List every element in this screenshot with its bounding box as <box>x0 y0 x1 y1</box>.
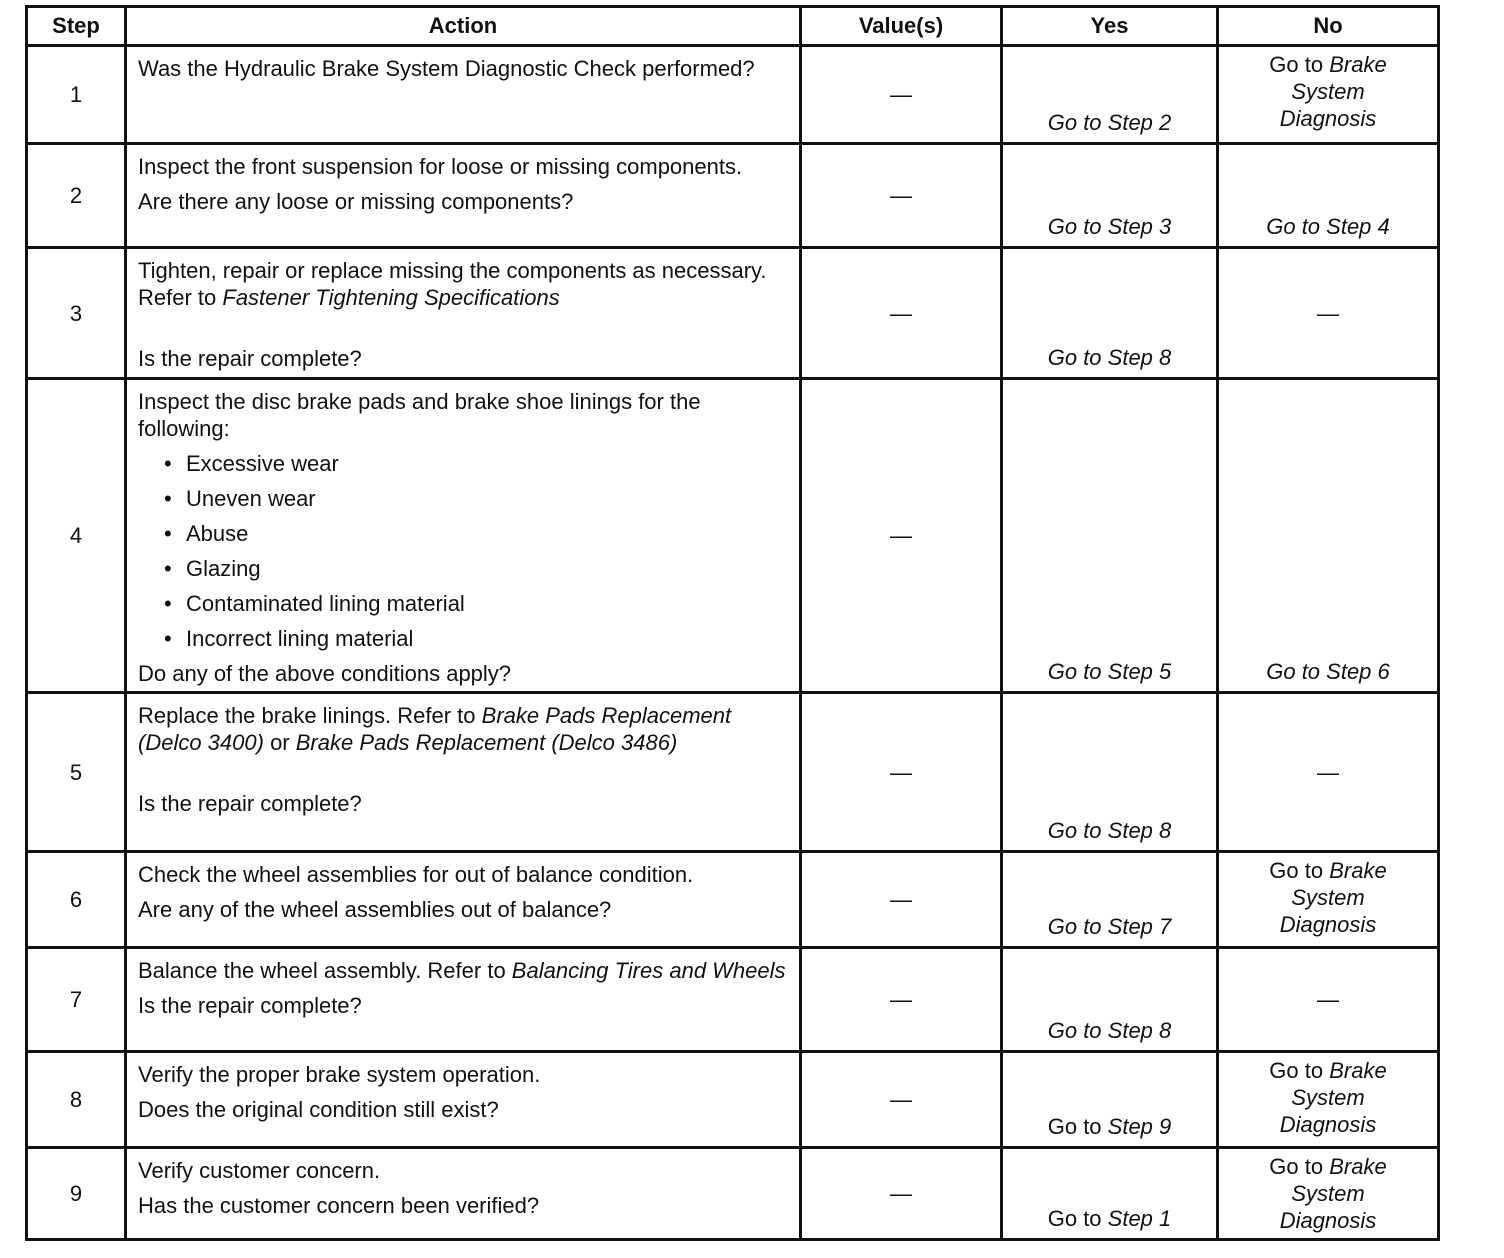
action-question: Has the customer concern been verified? <box>138 1193 540 1218</box>
action-cell <box>126 248 801 379</box>
yes-cell: Go to Step 8 <box>1002 693 1218 852</box>
list-item: • Glazing <box>186 555 791 582</box>
no-cell <box>1218 852 1439 948</box>
no-ref-system: System <box>1291 1181 1365 1206</box>
value-cell <box>801 948 1002 1052</box>
step-number: 6 <box>27 852 126 948</box>
action-cell <box>126 852 801 948</box>
no-ref-system: System <box>1291 1085 1365 1110</box>
table-row-step-5 <box>27 693 1439 852</box>
step-number: 1 <box>27 46 126 144</box>
header-action: Action <box>126 7 801 46</box>
step-number: 9 <box>27 1148 126 1240</box>
value-dash: — <box>890 987 912 1012</box>
value-cell <box>801 144 1002 248</box>
no-dash: — <box>1317 987 1339 1012</box>
table-row-step-6 <box>27 852 1439 948</box>
no-prefix: Go to <box>1269 1154 1330 1179</box>
action-cell <box>126 144 801 248</box>
yes-cell: Go to Step 3 <box>1002 144 1218 248</box>
list-item: • Uneven wear <box>186 485 791 512</box>
header-step: Step <box>27 7 126 46</box>
action-question: Is the repair complete? <box>138 791 362 816</box>
step-number: 2 <box>27 144 126 248</box>
value-cell <box>801 1052 1002 1148</box>
no-ref-system: System <box>1291 79 1365 104</box>
action-ref: Balancing Tires and Wheels <box>511 958 786 983</box>
header-row <box>27 7 1439 46</box>
table-row-step-1 <box>27 46 1439 144</box>
no-ref-brake: Brake <box>1329 858 1387 883</box>
table-row-step-3 <box>27 248 1439 379</box>
value-dash: — <box>890 759 912 785</box>
action-text <box>138 957 791 984</box>
action-text: Inspect the disc brake pads and brake shoe linings for the following: <box>138 389 701 441</box>
header-yes: Yes <box>1002 7 1218 46</box>
diagnostic-table <box>25 5 1440 1241</box>
no-cell: Go to Step 6 <box>1218 379 1439 693</box>
step-number: 8 <box>27 1052 126 1148</box>
list-item: • Excessive wear <box>186 450 791 477</box>
action-cell <box>126 1148 801 1240</box>
action-cell <box>126 379 801 693</box>
yes-cell: Go to Step 8 <box>1002 948 1218 1052</box>
action-ref-delco-3486: Brake Pads Replacement (Delco 3486) <box>295 730 678 755</box>
no-ref-diagnosis: Diagnosis <box>1279 912 1377 937</box>
action-ref-delco-3400: Brake Pads Replacement (Delco 3400) <box>138 703 732 755</box>
value-dash: — <box>890 1181 912 1206</box>
action-text <box>138 257 791 311</box>
yes-prefix: Go to <box>1047 1114 1108 1139</box>
yes-cell: Go to Step 8 <box>1002 248 1218 379</box>
value-cell <box>801 379 1002 693</box>
value-cell <box>801 46 1002 144</box>
list-item: • Incorrect lining material <box>186 625 791 652</box>
no-ref-brake: Brake <box>1329 52 1387 77</box>
action-question: Is the repair complete? <box>138 346 362 371</box>
action-question: Are any of the wheel assemblies out of balance? <box>138 897 612 922</box>
no-cell <box>1218 1148 1439 1240</box>
value-dash: — <box>890 82 912 107</box>
no-cell <box>1218 948 1439 1052</box>
value-dash: — <box>890 183 912 208</box>
table-row-step-9 <box>27 1148 1439 1240</box>
action-text: Check the wheel assemblies for out of balance condition. <box>138 862 694 887</box>
yes-prefix: Go to <box>1047 1206 1108 1231</box>
no-ref-diagnosis: Diagnosis <box>1279 1208 1377 1233</box>
yes-cell: Go to Step 7 <box>1002 852 1218 948</box>
action-text-lead: Replace the brake linings. Refer to <box>138 703 482 728</box>
action-cell <box>126 46 801 144</box>
value-cell <box>801 248 1002 379</box>
yes-ref: Step 9 <box>1107 1114 1172 1139</box>
value-dash: — <box>890 887 912 912</box>
action-text-or: or <box>263 730 296 755</box>
value-dash: — <box>890 523 912 548</box>
no-dash: — <box>1317 759 1339 785</box>
action-text-lead: Balance the wheel assembly. Refer to <box>138 958 512 983</box>
action-ref: Fastener Tightening Specifications <box>222 285 560 310</box>
action-question: Do any of the above conditions apply? <box>138 661 512 686</box>
header-no: No <box>1218 7 1439 46</box>
value-dash: — <box>890 1087 912 1112</box>
yes-cell: Go to Step 5 <box>1002 379 1218 693</box>
action-text: Inspect the front suspension for loose or missing components. <box>138 154 743 179</box>
no-ref-diagnosis: Diagnosis <box>1279 106 1377 131</box>
action-question: Are there any loose or missing components? <box>138 189 574 214</box>
action-cell <box>126 693 801 852</box>
list-item: • Abuse <box>186 520 791 547</box>
step-number: 3 <box>27 248 126 379</box>
no-ref-diagnosis: Diagnosis <box>1279 1112 1377 1137</box>
step-number: 7 <box>27 948 126 1052</box>
no-cell <box>1218 248 1439 379</box>
action-question: Does the original condition still exist? <box>138 1097 499 1122</box>
no-cell <box>1218 1052 1439 1148</box>
yes-ref: Step 1 <box>1107 1206 1172 1231</box>
value-cell <box>801 852 1002 948</box>
yes-cell <box>1002 1052 1218 1148</box>
no-dash: — <box>1317 300 1339 326</box>
table-row-step-4 <box>27 379 1439 693</box>
value-cell <box>801 693 1002 852</box>
list-item: • Contaminated lining material <box>186 590 791 617</box>
action-text: Verify customer concern. <box>138 1158 381 1183</box>
no-cell <box>1218 693 1439 852</box>
action-cell <box>126 948 801 1052</box>
action-text: Verify the proper brake system operation. <box>138 1062 541 1087</box>
no-ref-brake: Brake <box>1329 1154 1387 1179</box>
value-dash: — <box>890 300 912 326</box>
no-prefix: Go to <box>1269 52 1330 77</box>
no-ref-brake: Brake <box>1329 1058 1387 1083</box>
step-number: 4 <box>27 379 126 693</box>
action-text: Was the Hydraulic Brake System Diagnostic Check performed? <box>138 56 755 81</box>
yes-cell <box>1002 1148 1218 1240</box>
action-cell <box>126 1052 801 1148</box>
yes-cell: Go to Step 2 <box>1002 46 1218 144</box>
value-cell <box>801 1148 1002 1240</box>
action-text <box>138 702 791 756</box>
no-prefix: Go to <box>1269 1058 1330 1083</box>
table-row-step-7 <box>27 948 1439 1052</box>
table-row-step-2 <box>27 144 1439 248</box>
action-question: Is the repair complete? <box>138 993 362 1018</box>
no-prefix: Go to <box>1269 858 1330 883</box>
header-values: Value(s) <box>801 7 1002 46</box>
table-row-step-8 <box>27 1052 1439 1148</box>
conditions-list <box>138 450 791 652</box>
step-number: 5 <box>27 693 126 852</box>
no-cell: Go to Step 4 <box>1218 144 1439 248</box>
no-ref-system: System <box>1291 885 1365 910</box>
action-text-lead: Tighten, repair or replace missing the components as necessary. Refer to <box>138 258 767 310</box>
no-cell <box>1218 46 1439 144</box>
